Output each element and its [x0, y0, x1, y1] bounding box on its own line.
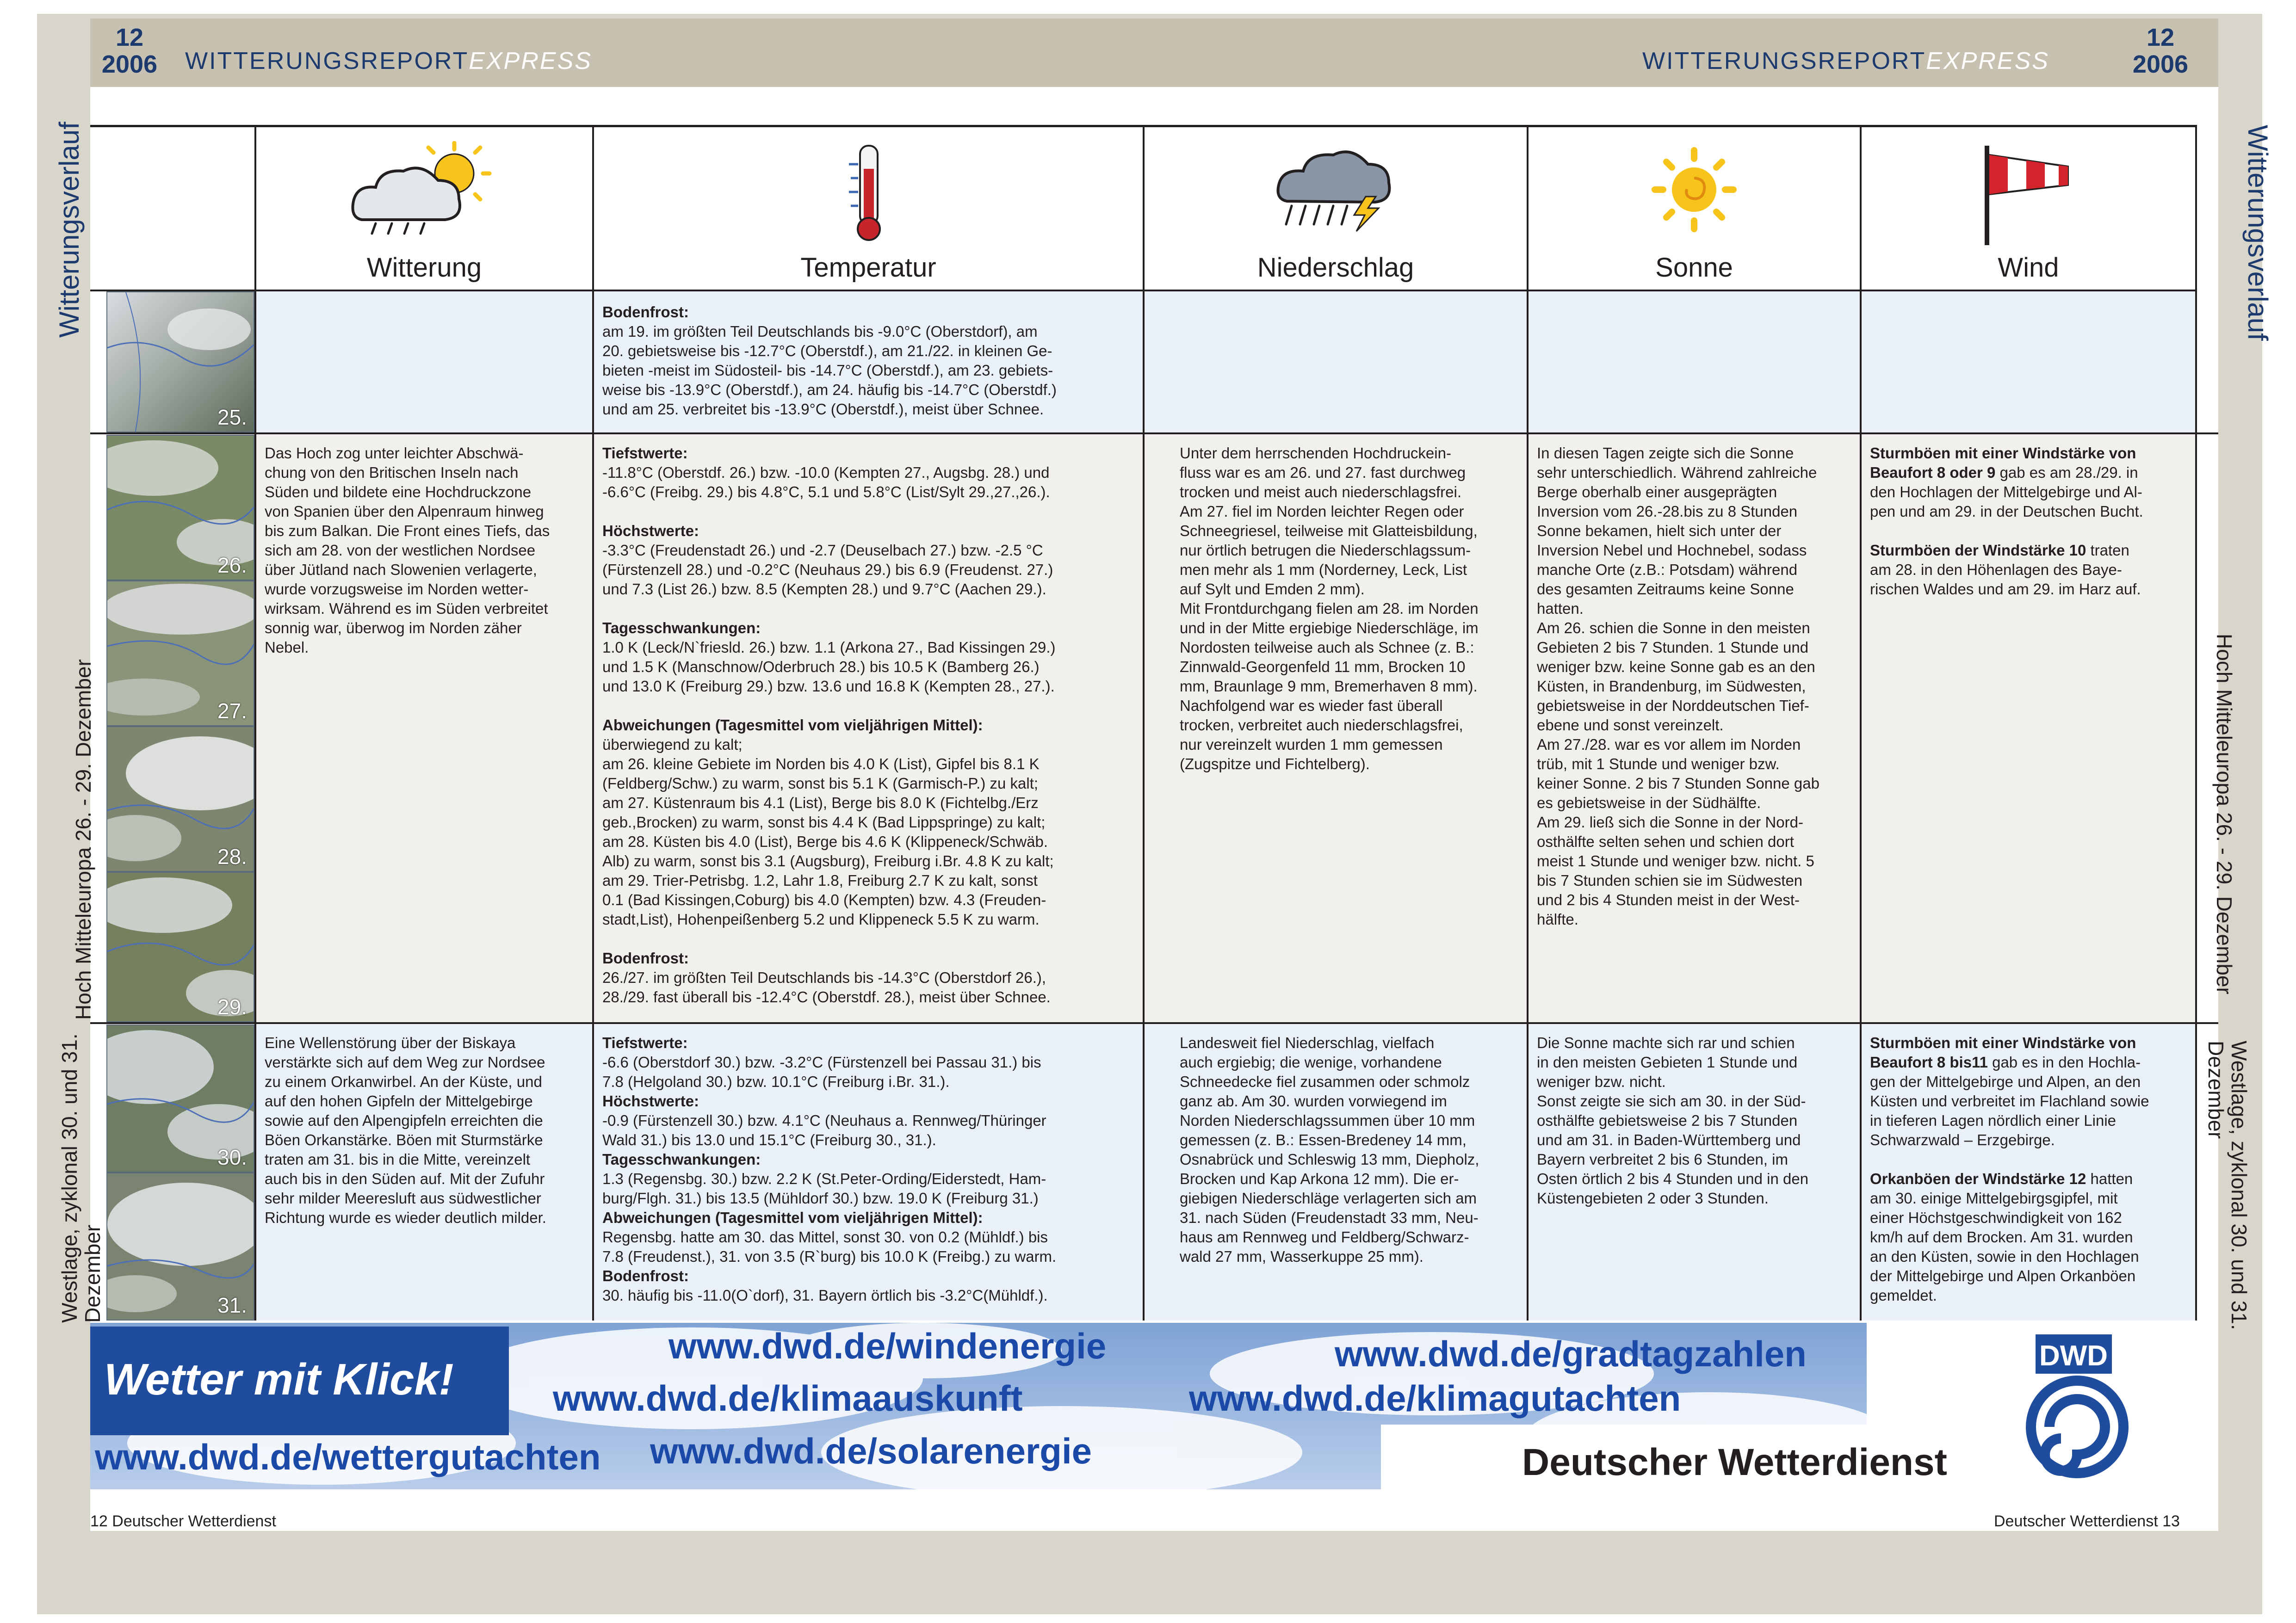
link-windenergie[interactable]: www.dwd.de/windenergie	[668, 1326, 1107, 1366]
thermometer-icon	[836, 141, 901, 243]
row2-temperature-text: Tiefstwerte: -11.8°C (Oberstdf. 26.) bzw. -10.0 (Kempten 27., Augsbg. 28.) und -6.6°C (Freibg. 29.) bis 4.8°C, 5.1 und 5.8°C (List/Sylt 29.,27.,26.). Höchstwerte: -3.3°C (Freudenstadt 26.) und -2.7 (Deuselbach 27.) bzw. -2.5 °C (Fürstenzell 28.) und -0.2°C (Neuhaus 29.) bis 6.9 (Freudenst. 27.) und 7.3 (List 26.) bzw. 8.5 (Kempten 28.) und 9.7°C (Aachen 29.). Tagesschwankungen: 1.0 K (Leck/N`friesld. 26.) bzw. 1.1 (Arkona 27., Bad Kissingen 29.) und 1.5 K (Manschnow/Oderbruch 28.) bis 10.5 K (Bamberg 26.) und 13.0 K (Freiburg 29.) bzw. 13.6 und 16.8 K (Kempten 28., 27.). Abweichungen (Tagesmittel vom vieljährigen Mittel): überwiegend zu kalt; am 26. kleine Gebiete im Norden bis 4.0 K (List), Gipfel bis 8.1 K (Feldberg/Schw.) zu warm, sonst bis 5.1 K (Garmisch-P.) zu kalt; am 27. Küstenraum bis 4.1 (List), Berge bis 8.0 K (Fichtelbg./Erz geb.,Brocken) zu warm, sonst bis 4.4 K (Bad Lippspringe) zu kalt; am 28. Küsten bis 4.0 (List), Berge bis 4.6 K (Klippeneck/Schwäb. Alb) zu warm, sonst bis 3.1 (Augsburg), Freiburg i.Br. 4.8 K zu kalt; am 29. Trier-Petrisbg. 1.2, Lahr 1.8, Freiburg 2.7 K zu kalt, sonst 0.1 (Bad Kissingen,Coburg) bis 4.0 (Kempten) bzw. 4.3 (Freuden- stadt,List), Hohenpeißenberg 5.2 und Klippeneck 5.5 K zu warm. Bodenfrost: 26./27. im größten Teil Deutschlands bis -14.3°C (Oberstdorf 26.), 28./29. fast überall bis -12.4°C (Oberstdf. 28.), meist über Schnee.	[602, 444, 1056, 1006]
column-label-temperature: Temperatur	[800, 253, 936, 283]
row-divider	[90, 1022, 2218, 1024]
column-header-precipitation	[1143, 127, 1527, 290]
column-label-precipitation: Niederschlag	[1257, 253, 1414, 283]
slogan-box	[90, 1327, 509, 1435]
column-header-weather	[254, 127, 592, 290]
row3-weather-text: Eine Wellenstörung über der Biskaya verstärkte sich auf dem Weg zur Nordsee zu einem Orkanwirbel. An der Küste, und auf den hohen Gipfeln der Mittelgebirge sowie auf den Alpengipfeln erreichten die Böen Orkanstärke. Böen mit Sturmstärke traten am 31. bis in die Mitte, vereinzelt auch bis in den Süden auf. Mit der Zufuhr sehr milder Meeresluft aus südwestlicher Richtung wurde es wieder deutlich milder.	[265, 1034, 546, 1226]
cloud-sun-icon	[348, 141, 501, 238]
column-header-temperature	[592, 127, 1143, 290]
row3-sun-text: Die Sonne machte sich rar und schien in den meisten Gebieten 1 Stunde und weniger bzw. nicht. Sonst zeigte sie sich am 30. in der Süd- osthälfte gebietsweise 2 bis 7 Stunden und am 31. in Baden-Württemberg und Bayern verbreitet 2 bis 6 Stunden, im Osten örtlich 2 bis 4 Stunden und in den Küstengebieten 2 oder 3 Stunden.	[1537, 1034, 1809, 1207]
period-label-right-row2: Hoch Mitteleuropa 26. - 29. Dezember	[2212, 634, 2236, 994]
period-label-left-row3: Westlage, zyklonal 30. und 31. Dezember	[57, 1033, 105, 1323]
satellite-day-label: 28.	[217, 845, 247, 869]
row-divider	[90, 432, 2218, 434]
column-label-wind: Wind	[1998, 253, 2059, 283]
satellite-image-28	[106, 726, 254, 872]
page-footer-right: Deutscher Wetterdienst 13	[1994, 1512, 2180, 1530]
side-title-right: Witterungsverlauf	[2242, 125, 2273, 341]
dwd-logo-text: DWD	[2039, 1340, 2108, 1372]
slogan-text: Wetter mit Klick!	[104, 1355, 454, 1404]
satellite-image-26	[106, 435, 254, 580]
issue-number-left: 12 2006	[101, 24, 158, 78]
satellite-image-30	[106, 1024, 254, 1173]
row2-wind-text: Sturmböen mit einer Windstärke von Beaufort 8 oder 9 gab es am 28./29. in den Hochlagen der Mittelgebirge und Al- pen und am 29. in der Deutschen Bucht. Sturmböen der Windstärke 10 traten am 28. in den Höhenlagen des Baye- rischen Waldes und am 29. im Harz auf.	[1870, 444, 2143, 598]
page-footer-left: 12 Deutscher Wetterdienst	[90, 1512, 276, 1530]
satellite-day-label: 26.	[217, 553, 247, 577]
report-title-right: WITTERUNGSREPORTEXPRESS	[1642, 48, 2049, 74]
row2-sun-text: In diesen Tagen zeigte sich die Sonne sehr unterschiedlich. Während zahlreiche Berge oberhalb einer ausgeprägten Inversion vom 26.-28.bis zu 8 Stunden Sonne bekamen, hielt sich unter der Inversion Nebel und Hochnebel, sodass manche Orte (z.B.: Potsdam) während des gesamten Zeitraums keine Sonne hatten. Am 26. schien die Sonne in den meisten Gebieten 2 bis 7 Stunden. 1 Stunde und weniger bzw. keine Sonne gab es an den Küsten, in Brandenburg, im Südwesten, gebietsweise in der Norddeutschen Tief- ebene und sonst vereinzelt. Am 27./28. war es vor allem im Norden trüb, mit 1 Stunde und weniger bzw. keiner Sonne. 2 bis 7 Stunden Sonne gab es gebietsweise in der Südhälfte. Am 29. ließ sich die Sonne in der Nord- osthälfte selten sehen und schien dort meist 1 Stunde und weniger bzw. nicht. 5 bis 7 Stunden schien sie im Südwesten und 2 bis 4 Stunden meist in der West- hälfte.	[1537, 444, 1819, 928]
row3-precipitation-text: Landesweit fiel Niederschlag, vielfach auch ergiebig; die wenige, vorhandene Schneedecke fiel zusammen oder schmolz ganz ab. Am 30. wurden vorwiegend im Norden Niederschlagssummen über 10 mm gemessen (z. B.: Essen-Bredeney 14 mm, Osnabrück und Schleswig 13 mm, Diepholz, Brocken und Kap Arkona 12 mm). Die er- giebigen Niederschläge verlagerten sich am 31. nach Süden (Freudenstadt 33 mm, Neu- haus am Rennweg und Feldberg/Schwarz- wald 27 mm, Wasserkuppe 25 mm).	[1180, 1034, 1479, 1265]
satellite-day-label: 27.	[217, 699, 247, 723]
satellite-image-31	[106, 1173, 254, 1321]
link-gradtagzahlen[interactable]: www.dwd.de/gradtagzahlen	[1335, 1333, 1807, 1374]
link-klimaauskunft[interactable]: www.dwd.de/klimaauskunft	[553, 1378, 1023, 1419]
period-label-right-row3: Westlage, zyklonal 30. und 31. Dezember	[2204, 1041, 2251, 1330]
row1-temperature-text: Bodenfrost: am 19. im größten Teil Deutschlands bis -9.0°C (Oberstdorf), am 20. gebietsweise bis -12.7°C (Oberstdf.), am 21./22. in kleinen Ge- bieten -meist im Südosteil- bis -14.7°C (Oberstdf.), am 23. gebiets- weise bis -13.9°C (Oberstdf.), am 24. häufig bis -14.7°C (Oberstdf.) und am 25. verbreitet bis -13.9°C (Oberstdf.), meist über Schnee.	[602, 303, 1057, 418]
satellite-day-label: 25.	[217, 405, 247, 429]
satellite-day-label: 30.	[217, 1145, 247, 1169]
column-label-weather: Witterung	[366, 253, 482, 283]
row2-precipitation-text: Unter dem herrschenden Hochdruckein- fluss war es am 26. und 27. fast durchweg trocken und meist auch niederschlagsfrei. Am 27. fiel im Norden leichter Regen oder Schneegriesel, teilweise mit Glatteisbildung, nur örtlich betrugen die Niederschlagssum- men mehr als 1 mm (Norderney, Leck, List auf Sylt und Emden 2 mm). Mit Frontdurchgang fielen am 28. im Norden und in der Mitte ergiebige Niederschläge, im Nordosten teilweise auch als Schnee (z. B.: Zinnwald-Georgenfeld 11 mm, Brocken 10 mm, Braunlage 9 mm, Bremerhaven 8 mm). Nachfolgend war es wieder fast überall trocken, verbreitet auch niederschlagsfrei, nur vereinzelt wurden 1 mm gemessen (Zugspitze und Fichtelberg).	[1180, 444, 1479, 772]
header-band	[90, 19, 2218, 87]
sun-icon	[1643, 141, 1745, 238]
report-title-left: WITTERUNGSREPORTEXPRESS	[185, 48, 592, 74]
rain-lightning-cloud-icon	[1273, 141, 1398, 234]
column-header-sun	[1527, 127, 1860, 290]
satellite-image-29	[106, 872, 254, 1022]
side-title-left: Witterungsverlauf	[54, 122, 85, 338]
column-label-sun: Sonne	[1655, 253, 1733, 283]
row3-wind-text: Sturmböen mit einer Windstärke von Beaufort 8 bis11 gab es in den Hochla- gen der Mittelgebirge und Alpen, an den Küsten und verbreitet im Flachland sowie in tieferen Lagen nördlich einer Linie Schwarzwald – Erzgebirge. Orkanböen der Windstärke 12 hatten am 30. einige Mittelgebirgsgipfel, mit einer Höchstgeschwindigkeit von 162 km/h auf dem Brocken. Am 31. wurden an den Küsten, sowie in den Hochlagen der Mittelgebirge und Alpen Orkanböen gemeldet.	[1870, 1034, 2149, 1304]
issue-number-right: 12 2006	[2132, 24, 2189, 78]
windsock-icon	[1968, 141, 2089, 247]
column-header-wind	[1860, 127, 2195, 290]
satellite-image-27	[106, 580, 254, 726]
row-1-background	[254, 291, 2195, 432]
period-label-left-row2: Hoch Mitteleuropa 26. - 29. Dezember	[71, 659, 95, 1020]
link-solarenergie[interactable]: www.dwd.de/solarenergie	[650, 1431, 1092, 1471]
grid-line	[2195, 125, 2197, 1321]
row3-temperature-text: Tiefstwerte: -6.6 (Oberstdorf 30.) bzw. -3.2°C (Fürstenzell bei Passau 31.) bis 7.8 (Helgoland 30.) bzw. 10.1°C (Freiburg i.Br. 31.). Höchstwerte: -0.9 (Fürstenzell 30.) bzw. 4.1°C (Neuhaus a. Rennweg/Thüringer Wald 31.) bis 13.0 und 15.1°C (Freiburg 30., 31.). Tagesschwankungen: 1.3 (Regensbg. 30.) bzw. 2.2 K (St.Peter-Ording/Eiderstedt, Ham- burg/Flgh. 31.) bis 13.5 (Mühldorf 30.) bzw. 19.0 K (Freiburg 31.) Abweichungen (Tagesmittel vom vieljährigen Mittel): Regensbg. hatte am 30. das Mittel, sonst 30. von 0.2 (Mühldf.) bis 7.8 (Freudenst.), 31. von 3.5 (R`burg) bis 10.0 K (Freibg.) zu warm. Bodenfrost: 30. häufig bis -11.0(O`dorf), 31. Bayern örtlich bis -3.2°C(Mühldf.).	[602, 1034, 1057, 1304]
row2-weather-text: Das Hoch zog unter leichter Abschwä- chung von den Britischen Inseln nach Süden und bildete eine Hochdruckzone von Spanien über den Alpenraum hinweg bis zum Balkan. Die Front eines Tiefs, das sich am 28. von der westlichen Nordsee über Jütland nach Slowenien verlagerte, wurde vorzugsweise im Norden wetter- wirksam. Während es im Süden verbreitet sonnig war, überwog im Norden zäher Nebel.	[265, 444, 550, 656]
report-spread	[54, 19, 2273, 1531]
satellite-image-25	[106, 291, 254, 432]
satellite-day-label: 29.	[217, 995, 247, 1019]
link-wettergutachten[interactable]: www.dwd.de/wettergutachten	[95, 1437, 601, 1477]
organization-name: Deutscher Wetterdienst	[1522, 1441, 1947, 1483]
satellite-day-label: 31.	[217, 1293, 247, 1317]
link-klimagutachten[interactable]: www.dwd.de/klimagutachten	[1189, 1378, 1681, 1419]
